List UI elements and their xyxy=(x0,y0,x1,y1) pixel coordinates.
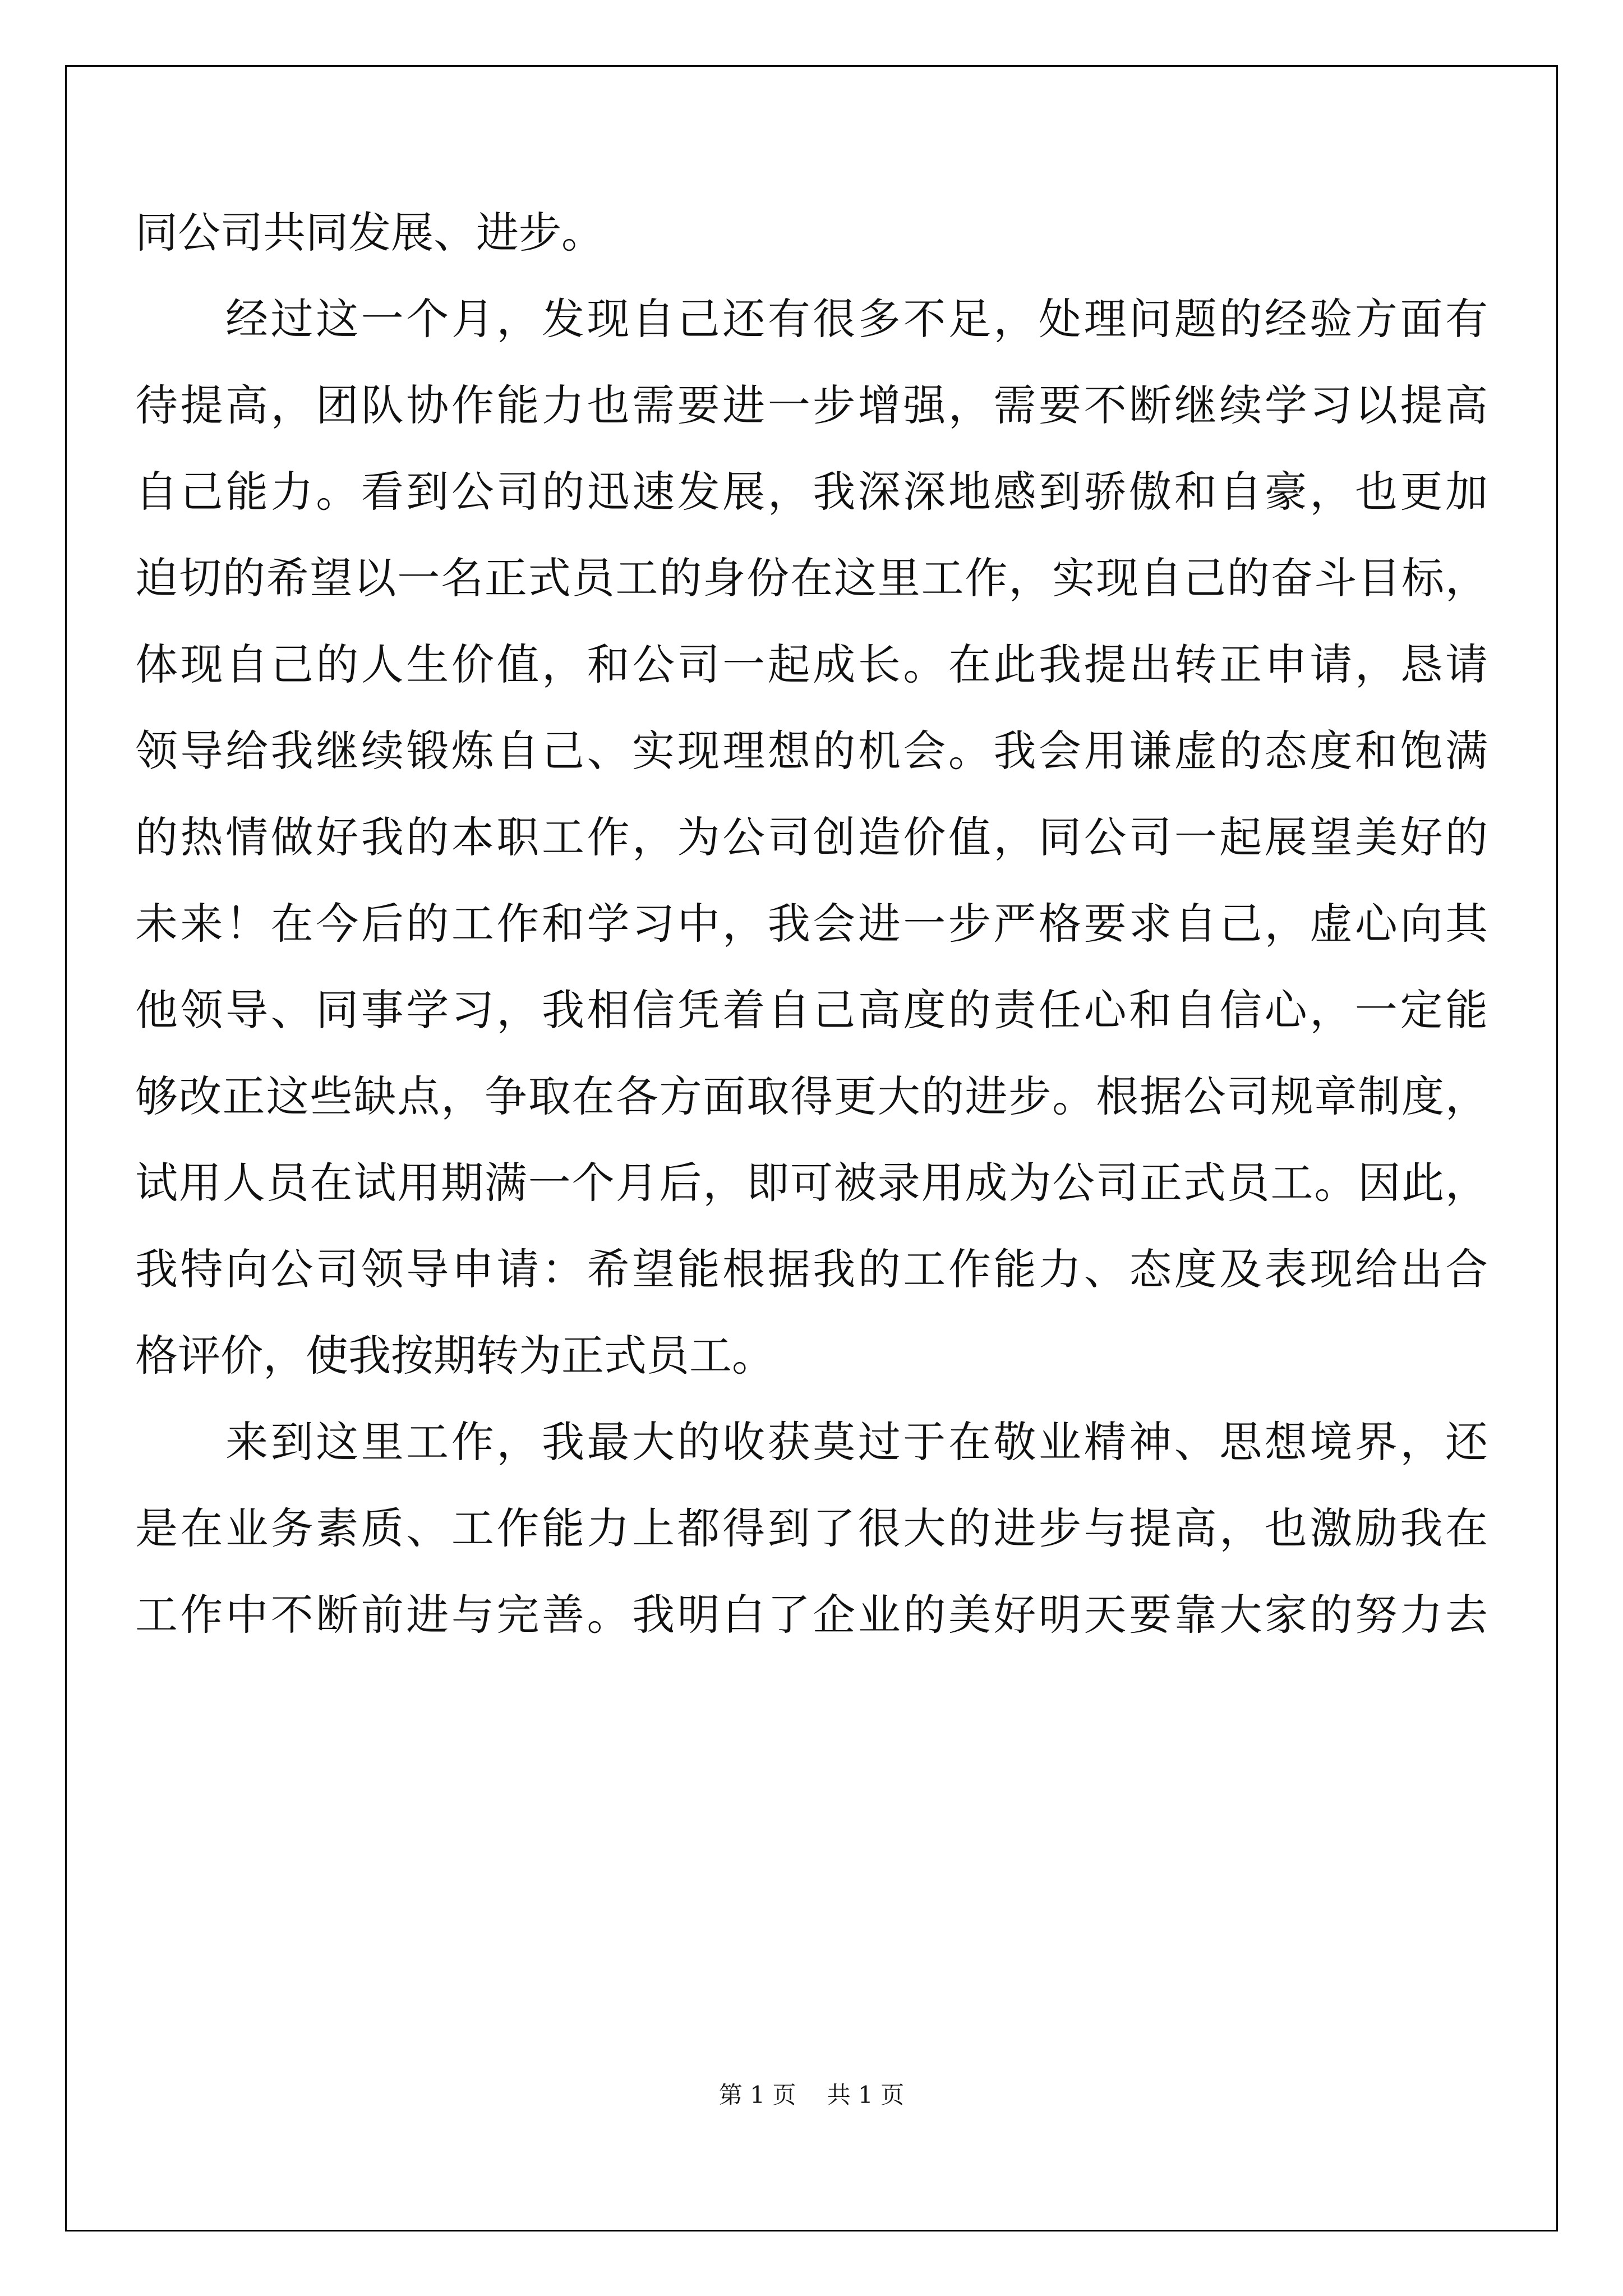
text-line: 的热情做好我的本职工作，为公司创造价值，同公司一起展望美好的 xyxy=(135,812,1488,862)
text-line: 自己能力。看到公司的迅速发展，我深深地感到骄傲和自豪，也更加 xyxy=(135,467,1488,517)
text-line: 同公司共同发展、进步。 xyxy=(135,208,604,257)
text-line: 他领导、同事学习，我相信凭着自己高度的责任心和自信心，一定能 xyxy=(135,985,1488,1035)
text-line: 试用人员在试用期满一个月后，即可被录用成为公司正式员工。因此， xyxy=(135,1158,1488,1208)
text-line: 未来！在今后的工作和学习中，我会进一步严格要求自己，虚心向其 xyxy=(135,899,1488,949)
text-line: 经过这一个月，发现自己还有很多不足，处理问题的经验方面有 xyxy=(135,294,1488,344)
text-line: 够改正这些缺点，争取在各方面取得更大的进步。根据公司规章制度， xyxy=(135,1071,1488,1121)
text-line: 是在业务素质、工作能力上都得到了很大的进步与提高，也激励我在 xyxy=(135,1503,1488,1553)
page-footer: 第 1 页 共 1 页 xyxy=(718,2081,905,2109)
text-line: 工作中不断前进与完善。我明白了企业的美好明天要靠大家的努力去 xyxy=(135,1590,1488,1640)
text-line: 我特向公司领导申请：希望能根据我的工作能力、态度及表现给出合 xyxy=(135,1244,1488,1294)
text-line: 待提高，团队协作能力也需要进一步增强，需要不断继续学习以提高 xyxy=(135,380,1488,430)
text-line: 来到这里工作，我最大的收获莫过于在敬业精神、思想境界，还 xyxy=(135,1417,1488,1467)
text-line: 领导给我继续锻炼自己、实现理想的机会。我会用谦虚的态度和饱满 xyxy=(135,726,1488,776)
text-line: 格评价，使我按期转为正式员工。 xyxy=(135,1331,774,1381)
text-line: 体现自己的人生价值，和公司一起成长。在此我提出转正申请，恳请 xyxy=(135,639,1488,689)
text-line: 迫切的希望以一名正式员工的身份在这里工作，实现自己的奋斗目标， xyxy=(135,553,1488,603)
